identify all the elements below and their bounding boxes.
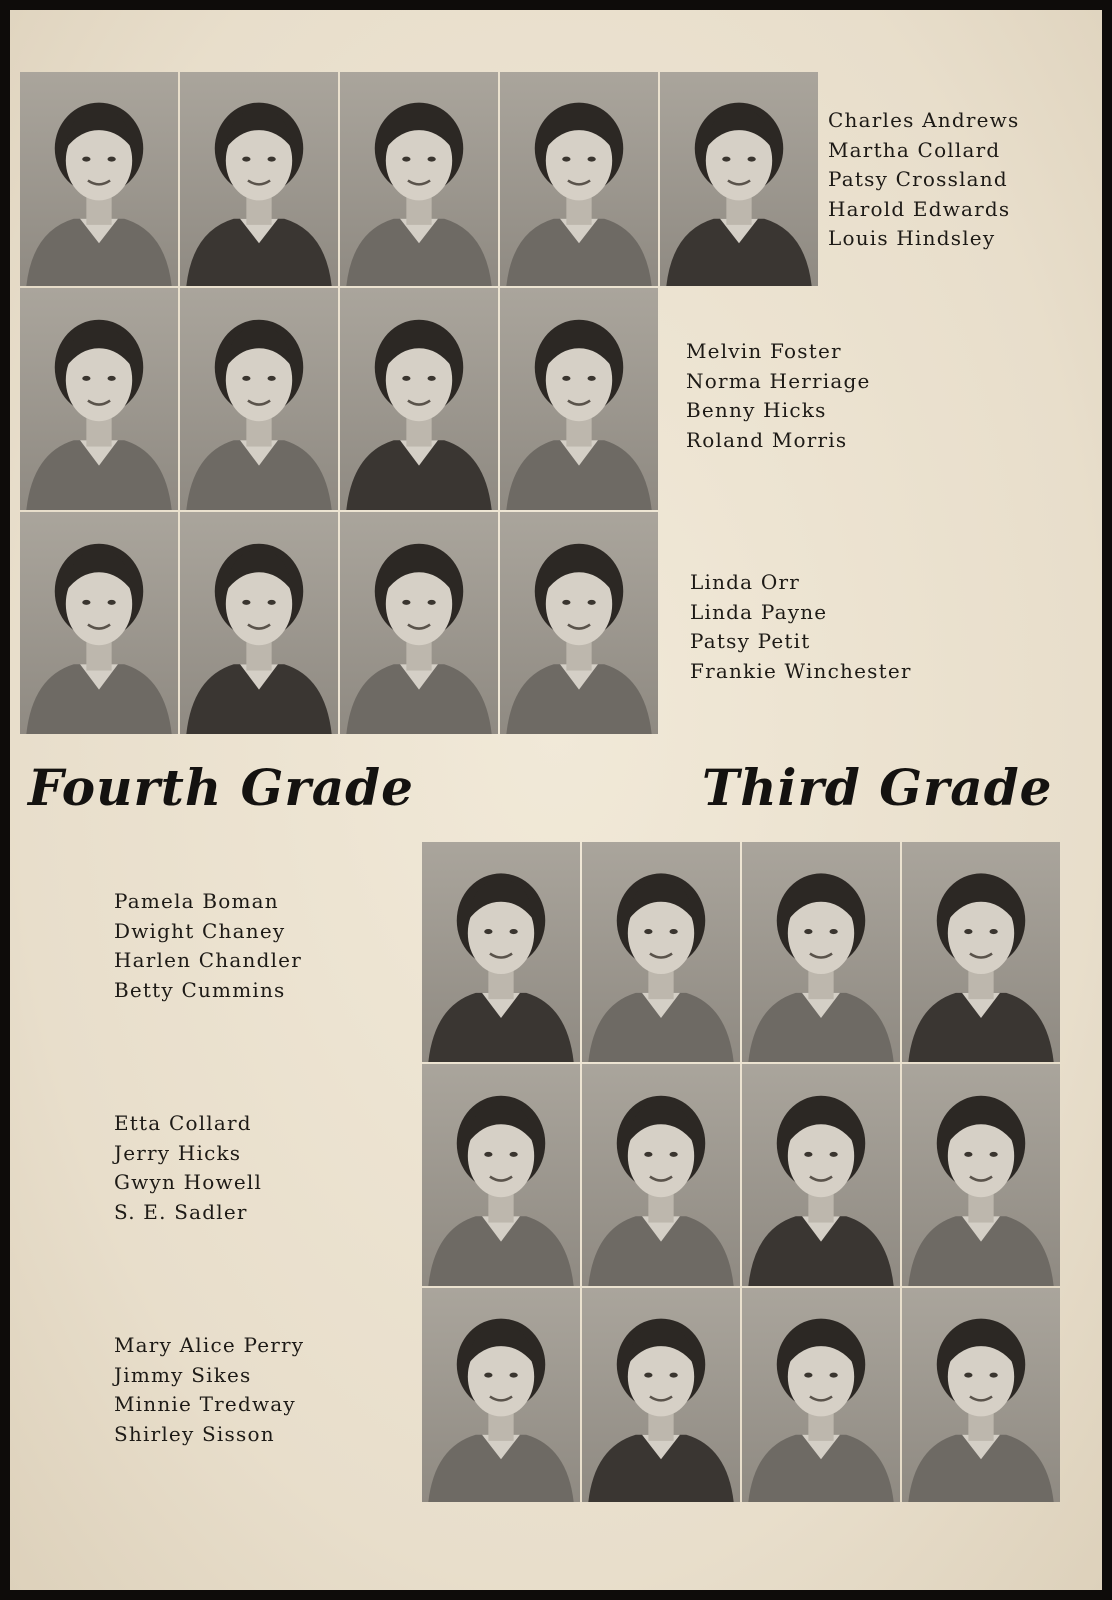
student-name: Harold Edwards — [828, 196, 1011, 221]
student-photo — [742, 1064, 900, 1286]
student-photo — [582, 1064, 740, 1286]
student-photo — [422, 1064, 580, 1286]
student-name: Shirley Sisson — [114, 1421, 275, 1446]
third-grade-names-row-1 — [114, 887, 302, 1005]
student-name: Gwyn Howell — [114, 1170, 263, 1194]
third-grade-row-2-photos — [422, 1064, 1060, 1286]
student-photo — [340, 72, 498, 286]
student-photo — [20, 288, 178, 510]
student-photo — [902, 842, 1060, 1062]
student-name: Melvin Foster — [686, 339, 842, 363]
student-name: Betty Cummins — [114, 977, 286, 1002]
student-photo — [422, 1288, 580, 1502]
student-photo — [582, 842, 740, 1062]
third-grade-row-3-photos — [422, 1288, 1060, 1502]
student-photo — [500, 72, 658, 286]
student-photo — [20, 512, 178, 734]
student-photo — [742, 1288, 900, 1502]
student-name: Frankie Winchester — [690, 658, 912, 683]
fourth-grade-names-row-3 — [690, 568, 912, 686]
fourth-grade-names-row-1 — [828, 106, 1019, 254]
fourth-grade-row-3-photos — [20, 512, 658, 734]
student-name: Patsy Petit — [690, 629, 811, 653]
student-photo — [20, 72, 178, 286]
student-name: Patsy Crossland — [828, 167, 1008, 191]
student-photo — [180, 288, 338, 510]
student-name: Charles Andrews — [828, 108, 1020, 132]
student-name: Norma Herriage — [686, 368, 871, 393]
student-photo — [902, 1288, 1060, 1502]
student-photo — [180, 512, 338, 734]
yearbook-page — [10, 10, 1102, 1590]
third-grade-row-1-photos — [422, 842, 1060, 1062]
student-name: Mary Alice Perry — [114, 1333, 305, 1357]
student-name: Linda Orr — [690, 570, 800, 594]
student-photo — [340, 288, 498, 510]
student-name: Jimmy Sikes — [114, 1362, 252, 1387]
fourth-grade-row-1-photos — [20, 72, 818, 286]
student-name: Dwight Chaney — [114, 918, 286, 943]
student-name: Harlen Chandler — [114, 948, 302, 972]
third-grade-names-row-3 — [114, 1331, 304, 1449]
third-grade-heading: Third Grade — [702, 758, 1053, 817]
student-name: Roland Morris — [686, 427, 848, 452]
student-photo — [902, 1064, 1060, 1286]
fourth-grade-row-2-photos — [20, 288, 658, 510]
third-grade-names-row-2 — [114, 1109, 262, 1227]
student-photo — [500, 512, 658, 734]
student-name: Pamela Boman — [114, 889, 279, 913]
fourth-grade-names-row-2 — [686, 337, 871, 455]
student-name: Jerry Hicks — [114, 1140, 242, 1165]
student-name: Linda Payne — [690, 599, 828, 624]
student-name: S. E. Sadler — [114, 1199, 248, 1224]
student-name: Louis Hindsley — [828, 226, 996, 250]
student-name: Benny Hicks — [686, 398, 827, 422]
student-photo — [340, 512, 498, 734]
student-photo — [582, 1288, 740, 1502]
student-photo — [422, 842, 580, 1062]
student-name: Martha Collard — [828, 137, 1001, 162]
fourth-grade-heading: Fourth Grade — [28, 758, 414, 817]
student-photo — [500, 288, 658, 510]
student-name: Minnie Tredway — [114, 1392, 296, 1416]
student-name: Etta Collard — [114, 1111, 252, 1135]
student-photo — [742, 842, 900, 1062]
student-photo — [660, 72, 818, 286]
student-photo — [180, 72, 338, 286]
